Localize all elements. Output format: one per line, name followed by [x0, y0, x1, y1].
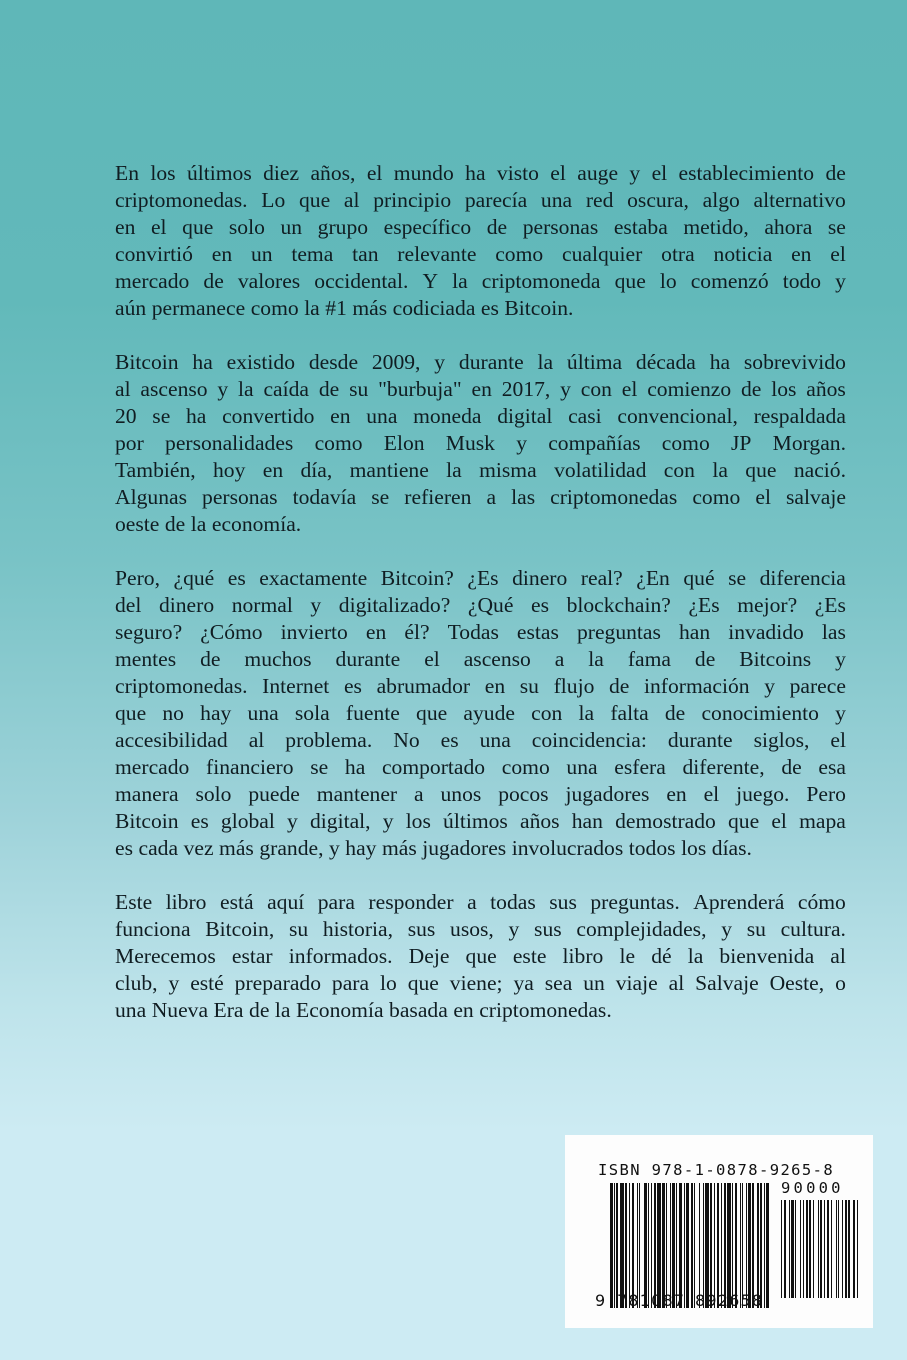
text-line: criptomonedas. Internet es abrumador en su flujo de información y parece — [115, 674, 846, 698]
text-line: es cada vez más grande, y hay más jugadores involucrados todos los días. — [115, 836, 752, 860]
barcode-bar — [766, 1183, 769, 1308]
text-line: por personalidades como Elon Musk y compañías como JP Morgan. — [115, 431, 846, 455]
text-line: mentes de muchos durante el ascenso a la fama de Bitcoins y — [115, 647, 846, 671]
text-line: al ascenso y la caída de su "burbuja" en 2017, y con el comienzo de los años — [115, 377, 846, 401]
text-line: convirtió en un tema tan relevante como cualquier otra noticia en el — [115, 242, 846, 266]
text-line: Merecemos estar informados. Deje que este libro le dé la bienvenida al — [115, 944, 846, 968]
ean-left-group: 781087 — [617, 1291, 686, 1310]
text-line: Pero, ¿qué es exactamente Bitcoin? ¿Es dinero real? ¿En qué se diferencia — [115, 566, 846, 590]
barcode-bar — [857, 1200, 858, 1298]
text-line: En los últimos diez años, el mundo ha visto el auge y el establecimiento de — [115, 161, 846, 185]
text-line: manera solo puede mantener a unos pocos jugadores en el juego. Pero — [115, 782, 846, 806]
text-line: Algunas personas todavía se refieren a las criptomonedas como el salvaje — [115, 485, 846, 509]
text-line: del dinero normal y digitalizado? ¿Qué es blockchain? ¿Es mejor? ¿Es — [115, 593, 846, 617]
paragraph-questions — [115, 565, 846, 862]
text-line: Este libro está aquí para responder a todas sus preguntas. Aprenderá cómo — [115, 890, 846, 914]
text-line: una Nueva Era de la Economía basada en criptomonedas. — [115, 998, 612, 1022]
isbn-label: ISBN 978-1-0878-9265-8 — [598, 1161, 835, 1179]
ean-first-digit: 9 — [595, 1291, 606, 1310]
text-line: También, hoy en día, mantiene la misma volatilidad con la que nació. — [115, 458, 846, 482]
text-line: criptomonedas. Lo que al principio parecía una red oscura, algo alternativo — [115, 188, 846, 212]
text-line: funciona Bitcoin, su historia, sus usos, y sus complejidades, y su cultura. — [115, 917, 846, 941]
ean5-addon-bars — [781, 1200, 859, 1298]
price-code: 90000 — [781, 1179, 844, 1197]
text-line: en el que solo un grupo específico de personas estaba metido, ahora se — [115, 215, 846, 239]
isbn-barcode — [565, 1135, 873, 1328]
text-line: oeste de la economía. — [115, 512, 302, 536]
paragraph-book-purpose — [115, 889, 846, 1024]
paragraph-intro — [115, 160, 846, 322]
text-line: aún permanece como la #1 más codiciada es Bitcoin. — [115, 296, 574, 320]
ean-right-group: 892658 — [695, 1291, 764, 1310]
text-line: club, y esté preparado para lo que viene; ya sea un viaje al Salvaje Oeste, o — [115, 971, 846, 995]
text-line: mercado de valores occidental. Y la criptomoneda que lo comenzó todo y — [115, 269, 846, 293]
text-line: seguro? ¿Cómo invierto en él? Todas estas preguntas han invadido las — [115, 620, 846, 644]
text-line: Bitcoin es global y digital, y los últimos años han demostrado que el mapa — [115, 809, 846, 833]
ean13-bars — [610, 1183, 770, 1308]
text-line: que no hay una sola fuente que ayude con la falta de conocimiento y — [115, 701, 846, 725]
paragraph-history — [115, 349, 846, 538]
text-line: 20 se ha convertido en una moneda digital casi convencional, respaldada — [115, 404, 846, 428]
text-line: Bitcoin ha existido desde 2009, y durante la última década ha sobrevivido — [115, 350, 846, 374]
text-line: mercado financiero se ha comportado como una esfera diferente, de esa — [115, 755, 846, 779]
ean-digits — [595, 1291, 769, 1310]
back-cover-blurb — [115, 160, 846, 1051]
text-line: accesibilidad al problema. No es una coincidencia: durante siglos, el — [115, 728, 846, 752]
